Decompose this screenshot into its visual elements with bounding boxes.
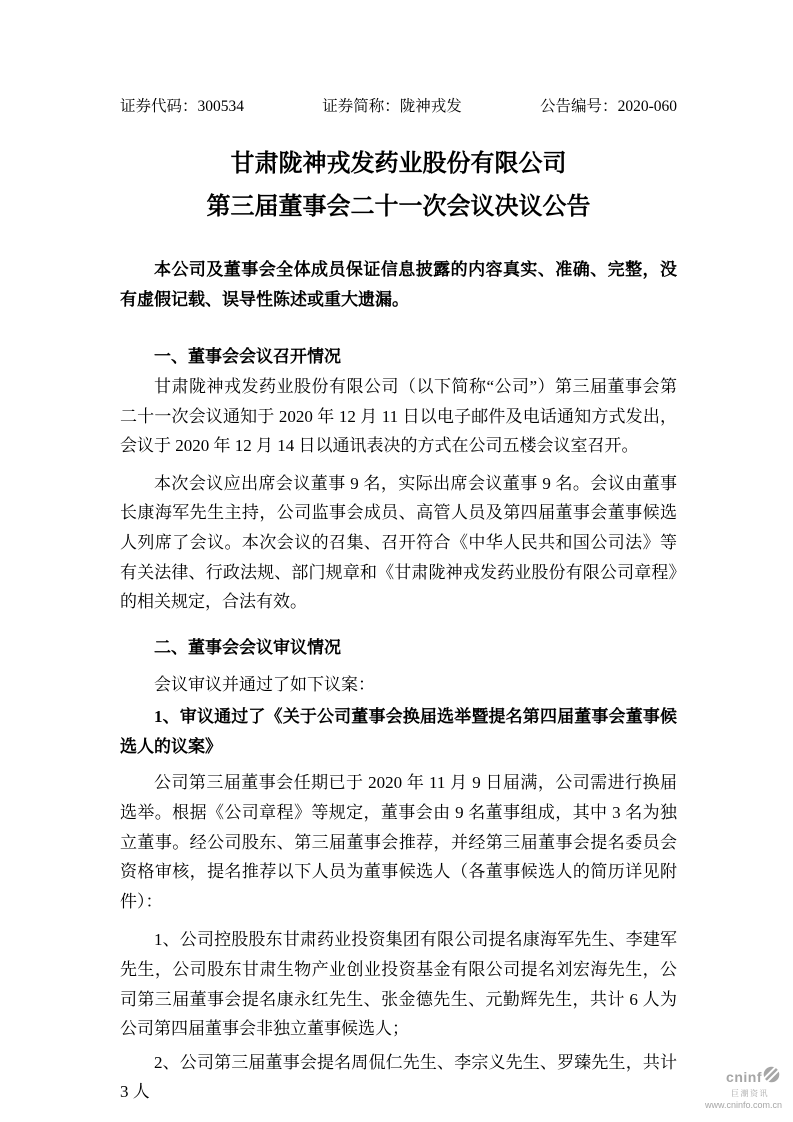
document-title xyxy=(120,143,677,229)
announcement-no-field xyxy=(540,97,677,117)
meeting-resolution-title: 第三届董事会二十一次会议决议公告 xyxy=(206,194,591,220)
cninfo-globe-icon xyxy=(763,1066,780,1088)
section-2-paragraph: 2、公司第三届董事会提名周侃仁先生、李宗义先生、罗臻先生，共计 3 人 xyxy=(120,1052,677,1102)
section-1-heading: 一、董事会会议召开情况 xyxy=(154,347,341,366)
section-2-paragraph: 公司第三届董事会任期已于 2020 年 11 月 9 日届满，公司需进行换届选举。根据《公司章程》等规定，董事会由 9 名董事组成，其中 3 名为独立董事。经公司股东、第三届董事会推荐，并经第三届董事会提名委员会资格审核，提名推荐以下人员为董事候选人（各董事候选人的简历详见附件）： xyxy=(120,773,677,911)
cninfo-watermark xyxy=(705,1066,782,1110)
announcement-no-label: 公告编号： xyxy=(540,98,618,115)
resolution-1-title: 1、审议通过了《关于公司董事会换届选举暨提名第四届董事会董事候选人的议案》 xyxy=(120,707,677,757)
cninfo-brand-text: cninf xyxy=(726,1069,762,1085)
disclaimer-statement: 本公司及董事会全体成员保证信息披露的内容真实、准确、完整，没有虚假记载、误导性陈述或重大遗漏。 xyxy=(120,260,677,309)
announcement-no-value: 2020-060 xyxy=(617,98,677,115)
stock-name-value: 陇神戎发 xyxy=(399,98,462,115)
cninfo-chinese-name: 巨潮资讯 xyxy=(731,1089,769,1098)
section-1-paragraph: 甘肃陇神戎发药业股份有限公司（以下简称“公司”）第三届董事会第二十一次会议通知于 2020 年 12 月 11 日以电子邮件及电话通知方式发出，会议于 2020 年 12 月 14 日以通讯表决的方式在公司五楼会议室召开。 xyxy=(120,377,677,456)
section-2-intro: 会议审议并通过了如下议案： xyxy=(154,674,375,694)
section-2-paragraph: 1、公司控股股东甘肃药业投资集团有限公司提名康海军先生、李建军先生，公司股东甘肃生物产业创业投资基金有限公司提名刘宏海先生，公司第三届董事会提名康永红先生、张金德先生、元勤辉先生，共计 6 人为公司第四届董事会非独立董事候选人； xyxy=(120,930,677,1039)
section-2-heading: 二、董事会会议审议情况 xyxy=(154,637,341,657)
stock-name-label: 证券简称： xyxy=(322,98,400,115)
stock-code-value: 300534 xyxy=(197,98,245,115)
company-name-title: 甘肃陇神戎发药业股份有限公司 xyxy=(230,151,567,177)
stock-code-label: 证券代码： xyxy=(120,98,198,115)
stock-code-field xyxy=(120,97,244,117)
cninfo-brand-row xyxy=(726,1066,780,1088)
cninfo-url: www.cninfo.com.cn xyxy=(704,1100,782,1110)
document-header xyxy=(120,97,677,117)
document-content xyxy=(120,0,677,1107)
stock-name-field xyxy=(322,97,462,117)
section-1-paragraph: 本次会议应出席会议董事 9 名，实际出席会议董事 9 名。会议由董事长康海军先生主持，公司监事会成员、高管人员及第四届董事会董事候选人列席了会议。本次会议的召集、召开符合《中华人民共和国公司法》等有关法律、行政法规、部门规章和《甘肃陇神戎发药业股份有限公司章程》的相关规定，合法有效。 xyxy=(120,473,677,612)
